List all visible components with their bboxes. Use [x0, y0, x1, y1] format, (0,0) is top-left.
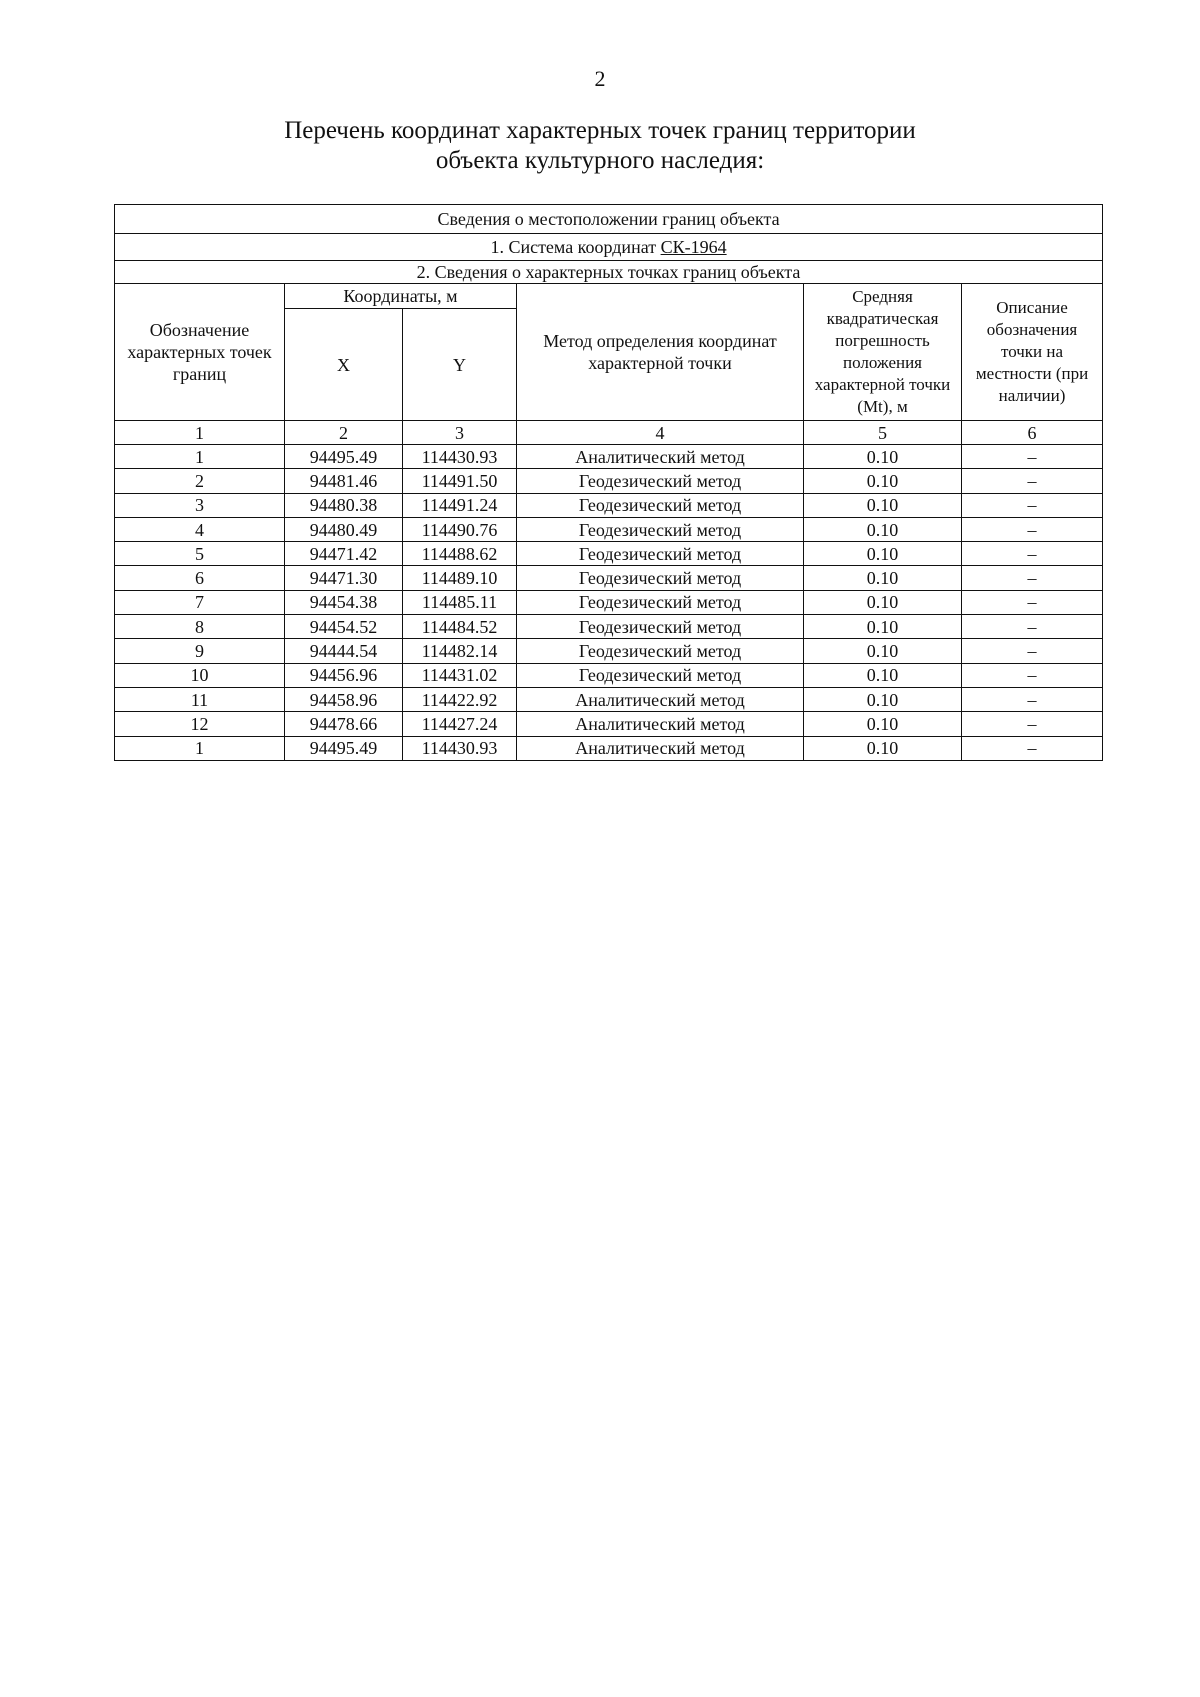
header-coordinates: Координаты, м [285, 284, 517, 309]
method-cell: Геодезический метод [517, 590, 804, 614]
column-numbers-row [115, 421, 1103, 445]
method-cell: Геодезический метод [517, 639, 804, 663]
coordinates-table [114, 204, 1103, 761]
method-cell: Геодезический метод [517, 663, 804, 687]
header-x: X [285, 309, 403, 421]
x-cell: 94471.30 [285, 566, 403, 590]
table-row [115, 493, 1103, 517]
description-cell: – [962, 469, 1103, 493]
error-cell: 0.10 [804, 639, 962, 663]
error-cell: 0.10 [804, 615, 962, 639]
y-cell: 114431.02 [403, 663, 517, 687]
x-cell: 94481.46 [285, 469, 403, 493]
point-cell: 10 [115, 663, 285, 687]
x-cell: 94480.49 [285, 517, 403, 541]
description-cell: – [962, 663, 1103, 687]
description-cell: – [962, 566, 1103, 590]
x-cell: 94454.38 [285, 590, 403, 614]
error-cell: 0.10 [804, 566, 962, 590]
method-cell: Геодезический метод [517, 469, 804, 493]
x-cell: 94495.49 [285, 736, 403, 760]
column-number-4: 4 [517, 421, 804, 445]
header-y: Y [403, 309, 517, 421]
y-cell: 114490.76 [403, 517, 517, 541]
table-row [115, 566, 1103, 590]
y-cell: 114484.52 [403, 615, 517, 639]
x-cell: 94495.49 [285, 445, 403, 469]
error-cell: 0.10 [804, 712, 962, 736]
point-cell: 6 [115, 566, 285, 590]
description-cell: – [962, 736, 1103, 760]
x-cell: 94444.54 [285, 639, 403, 663]
method-cell: Аналитический метод [517, 736, 804, 760]
y-cell: 114427.24 [403, 712, 517, 736]
error-cell: 0.10 [804, 517, 962, 541]
section-title: Сведения о местоположении границ объекта [115, 205, 1103, 234]
title-line-1: Перечень координат характерных точек границ территории [284, 117, 916, 144]
x-cell: 94480.38 [285, 493, 403, 517]
error-cell: 0.10 [804, 687, 962, 711]
error-cell: 0.10 [804, 590, 962, 614]
error-cell: 0.10 [804, 469, 962, 493]
table-row [115, 687, 1103, 711]
y-cell: 114482.14 [403, 639, 517, 663]
table-row [115, 663, 1103, 687]
y-cell: 114489.10 [403, 566, 517, 590]
table-row [115, 542, 1103, 566]
point-cell: 5 [115, 542, 285, 566]
table-row [115, 590, 1103, 614]
column-number-2: 2 [285, 421, 403, 445]
description-cell: – [962, 639, 1103, 663]
y-cell: 114422.92 [403, 687, 517, 711]
error-cell: 0.10 [804, 736, 962, 760]
points-section-row [115, 261, 1103, 284]
y-cell: 114491.24 [403, 493, 517, 517]
point-cell: 7 [115, 590, 285, 614]
column-number-1: 1 [115, 421, 285, 445]
method-cell: Геодезический метод [517, 615, 804, 639]
method-cell: Геодезический метод [517, 542, 804, 566]
description-cell: – [962, 445, 1103, 469]
x-cell: 94456.96 [285, 663, 403, 687]
column-number-6: 6 [962, 421, 1103, 445]
header-description: Описание обозначения точки на местности (при наличии) [962, 284, 1103, 421]
coord-system-row [115, 234, 1103, 261]
title-line-2: объекта культурного наследия: [435, 147, 765, 174]
coord-system-label: 1. Система координат [490, 237, 661, 257]
table-row [115, 639, 1103, 663]
method-cell: Геодезический метод [517, 517, 804, 541]
header-error-text: Средняя квадратическая погрешность положения характерной точки (Mt), м [814, 287, 951, 416]
y-cell: 114485.11 [403, 590, 517, 614]
x-cell: 94458.96 [285, 687, 403, 711]
point-cell: 1 [115, 736, 285, 760]
method-cell: Аналитический метод [517, 445, 804, 469]
y-cell: 114430.93 [403, 445, 517, 469]
document-title [0, 116, 1200, 176]
point-cell: 2 [115, 469, 285, 493]
method-cell: Аналитический метод [517, 687, 804, 711]
description-cell: – [962, 590, 1103, 614]
description-cell: – [962, 542, 1103, 566]
table-row [115, 712, 1103, 736]
header-designation: Обозначение характерных точек границ [115, 284, 285, 421]
header-error [804, 284, 962, 421]
x-cell: 94478.66 [285, 712, 403, 736]
y-cell: 114430.93 [403, 736, 517, 760]
table-row [115, 736, 1103, 760]
method-cell: Геодезический метод [517, 493, 804, 517]
y-cell: 114488.62 [403, 542, 517, 566]
description-cell: – [962, 687, 1103, 711]
coord-system-value: СК-1964 [660, 237, 727, 257]
description-cell: – [962, 493, 1103, 517]
method-cell: Аналитический метод [517, 712, 804, 736]
section-title-row [115, 205, 1103, 234]
point-cell: 4 [115, 517, 285, 541]
error-cell: 0.10 [804, 445, 962, 469]
table-row [115, 615, 1103, 639]
point-cell: 1 [115, 445, 285, 469]
point-cell: 12 [115, 712, 285, 736]
x-cell: 94471.42 [285, 542, 403, 566]
y-cell: 114491.50 [403, 469, 517, 493]
table-row [115, 469, 1103, 493]
page-number: 2 [594, 66, 606, 91]
header-method: Метод определения координат характерной точки [517, 284, 804, 421]
table-row [115, 517, 1103, 541]
points-section-title: 2. Сведения о характерных точках границ объекта [115, 261, 1103, 284]
point-cell: 8 [115, 615, 285, 639]
header-row-1 [115, 284, 1103, 309]
error-cell: 0.10 [804, 493, 962, 517]
description-cell: – [962, 712, 1103, 736]
coord-system-cell [115, 234, 1103, 261]
column-number-5: 5 [804, 421, 962, 445]
table-row [115, 445, 1103, 469]
method-cell: Геодезический метод [517, 566, 804, 590]
description-cell: – [962, 517, 1103, 541]
description-cell: – [962, 615, 1103, 639]
x-cell: 94454.52 [285, 615, 403, 639]
point-cell: 3 [115, 493, 285, 517]
point-cell: 11 [115, 687, 285, 711]
column-number-3: 3 [403, 421, 517, 445]
error-cell: 0.10 [804, 542, 962, 566]
error-cell: 0.10 [804, 663, 962, 687]
point-cell: 9 [115, 639, 285, 663]
